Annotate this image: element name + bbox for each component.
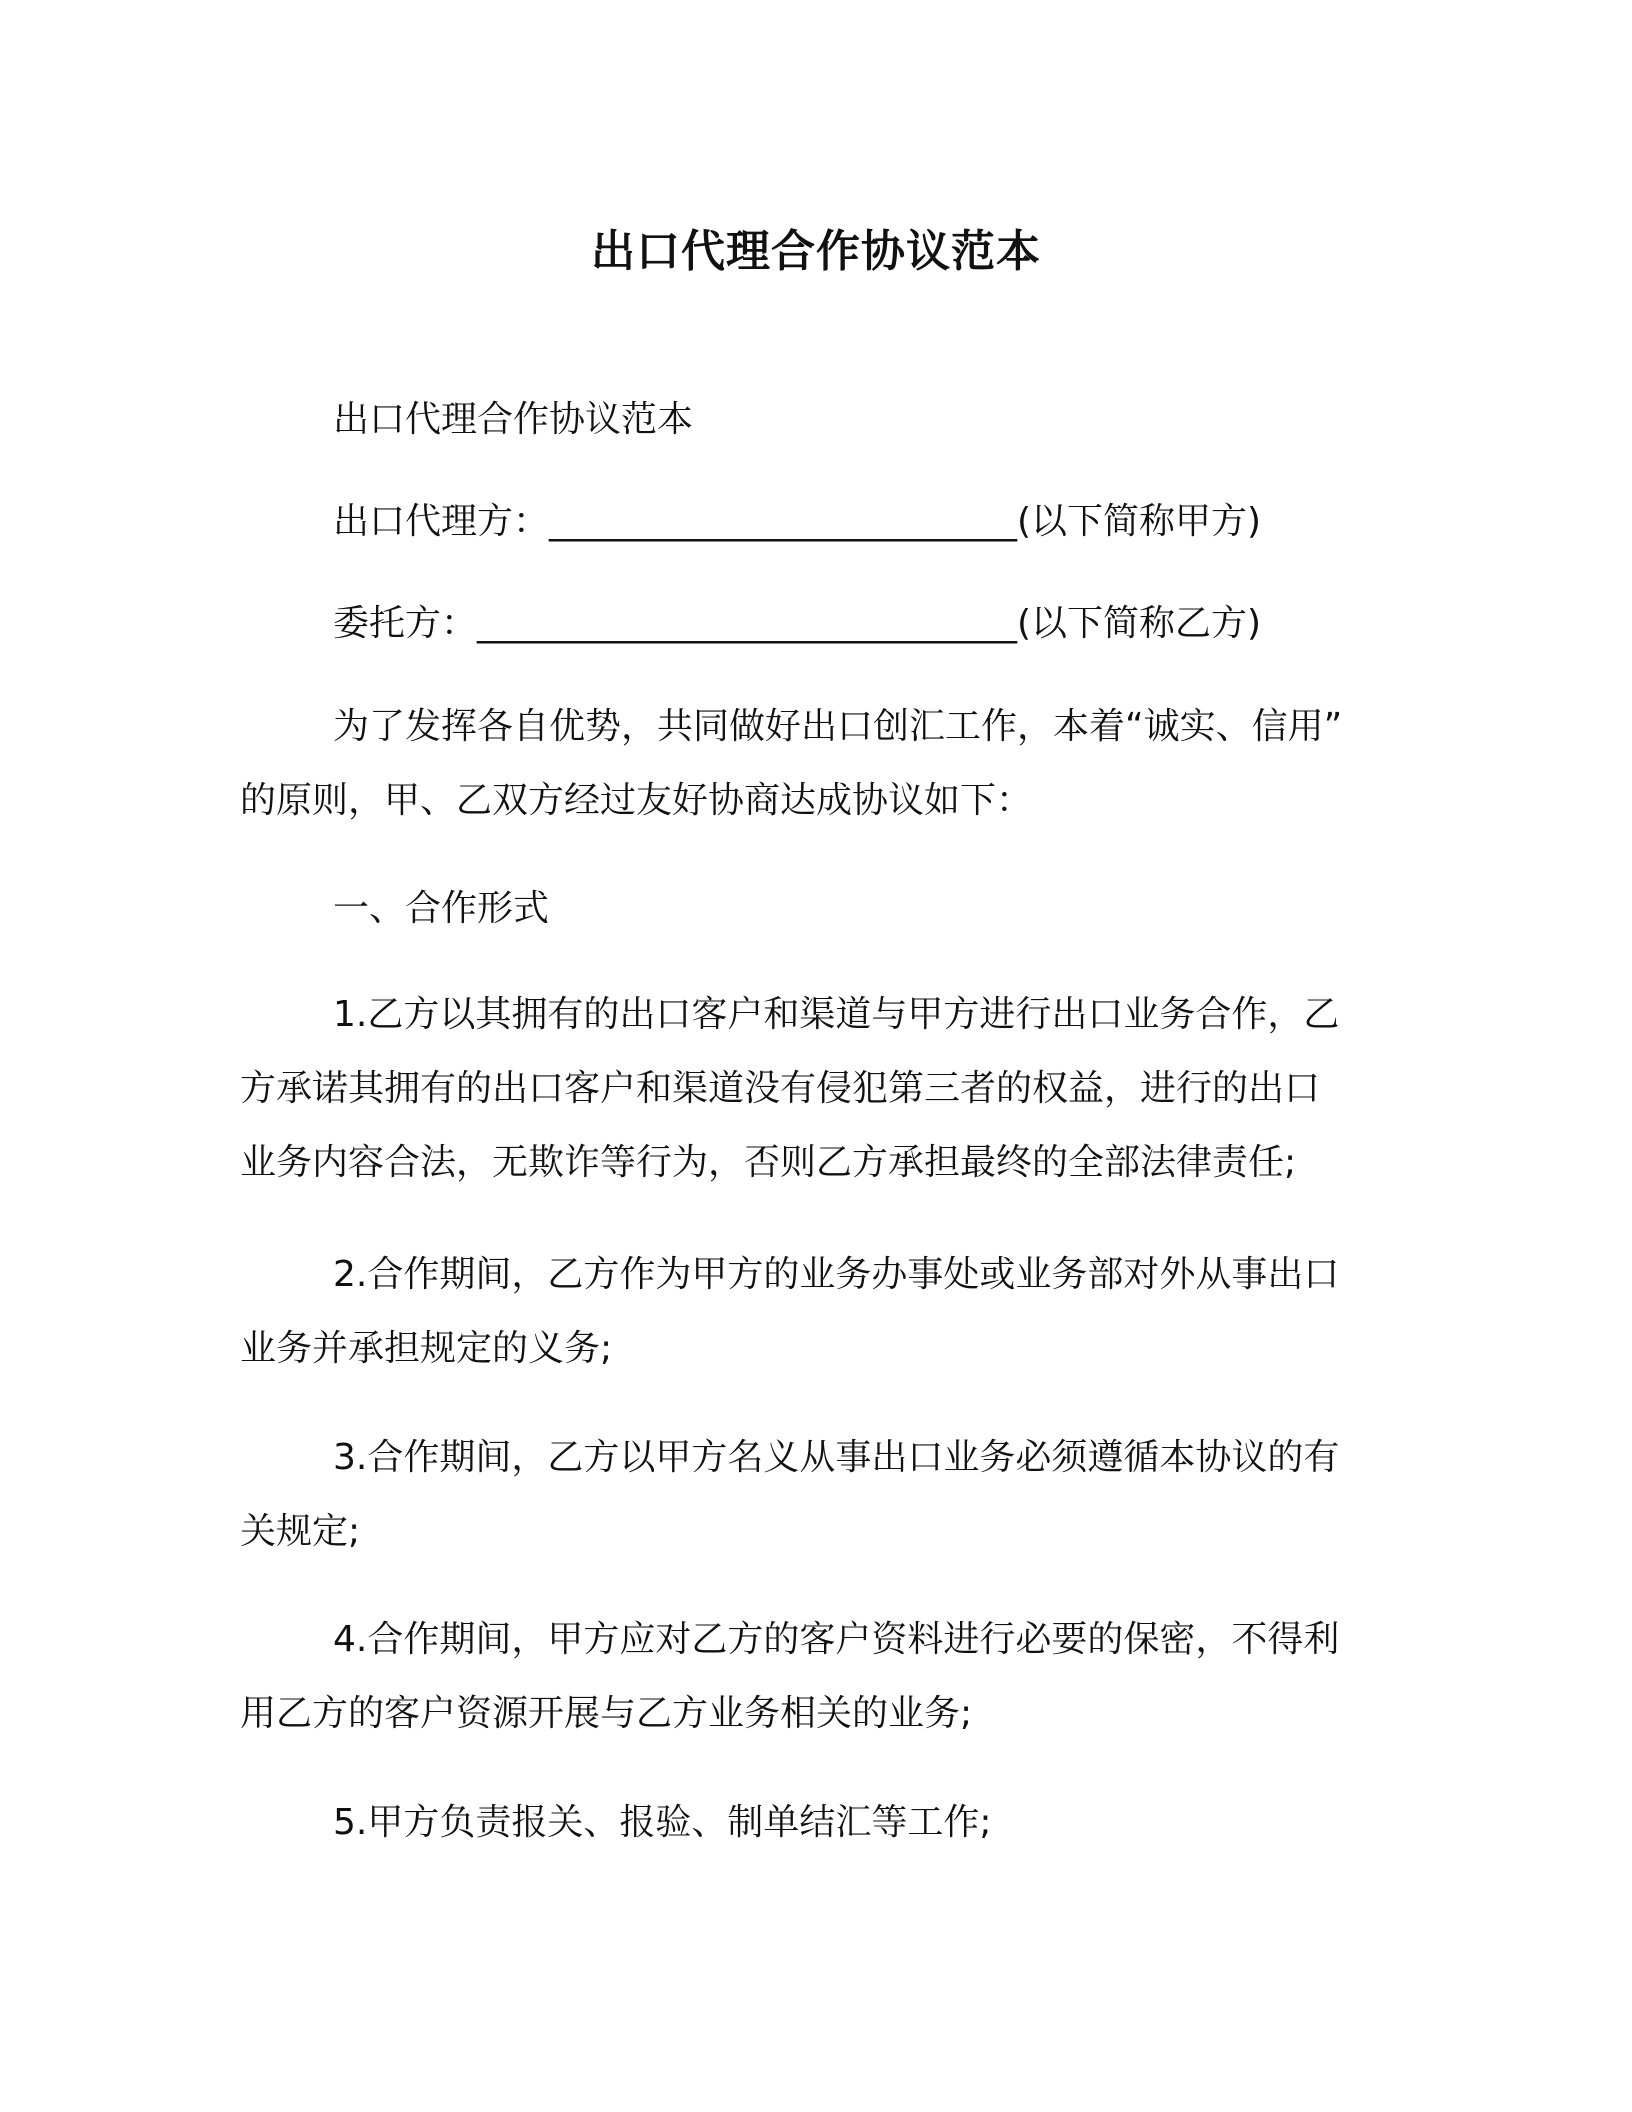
clause-line: 3.合作期间，乙方以甲方名义从事出口业务必须遵循本协议的有 xyxy=(333,1437,1340,1478)
clause-5 xyxy=(240,1786,1400,1860)
clause-1 xyxy=(240,978,1400,1200)
clause-line: 方承诺其拥有的出口客户和渠道没有侵犯第三者的权益，进行的出口 xyxy=(240,1068,1321,1109)
preamble-line: 的原则，甲、乙双方经过友好协商达成协议如下： xyxy=(240,780,1033,821)
document-title: 出口代理合作协议范本 xyxy=(591,226,1041,277)
section-heading: 一、合作形式 xyxy=(333,888,550,929)
clause-line: 5.甲方负责报关、报验、制单结汇等工作; xyxy=(333,1802,992,1843)
party-b-line: 委托方：______________________________(以下简称乙方) xyxy=(333,603,1262,644)
document-subtitle: 出口代理合作协议范本 xyxy=(333,399,694,440)
clause-3 xyxy=(240,1421,1400,1569)
party-a-line: 出口代理方：__________________________(以下简称甲方) xyxy=(333,501,1262,542)
clause-line: 业务内容合法，无欺诈等行为，否则乙方承担最终的全部法律责任; xyxy=(240,1142,1297,1183)
preamble-paragraph xyxy=(240,690,1400,838)
clause-line: 1.乙方以其拥有的出口客户和渠道与甲方进行出口业务合作，乙 xyxy=(333,994,1340,1035)
clause-line: 2.合作期间，乙方作为甲方的业务办事处或业务部对外从事出口 xyxy=(333,1254,1340,1295)
clause-4 xyxy=(240,1603,1400,1751)
clause-line: 4.合作期间，甲方应对乙方的客户资料进行必要的保密，不得利 xyxy=(333,1619,1340,1660)
preamble-line: 为了发挥各自优势，共同做好出口创汇工作，本着“诚实、信用” xyxy=(333,706,1343,747)
clause-line: 业务并承担规定的义务; xyxy=(240,1328,613,1369)
clause-line: 用乙方的客户资源开展与乙方业务相关的业务; xyxy=(240,1693,973,1734)
clause-line: 关规定; xyxy=(240,1511,361,1552)
clause-2 xyxy=(240,1238,1400,1386)
